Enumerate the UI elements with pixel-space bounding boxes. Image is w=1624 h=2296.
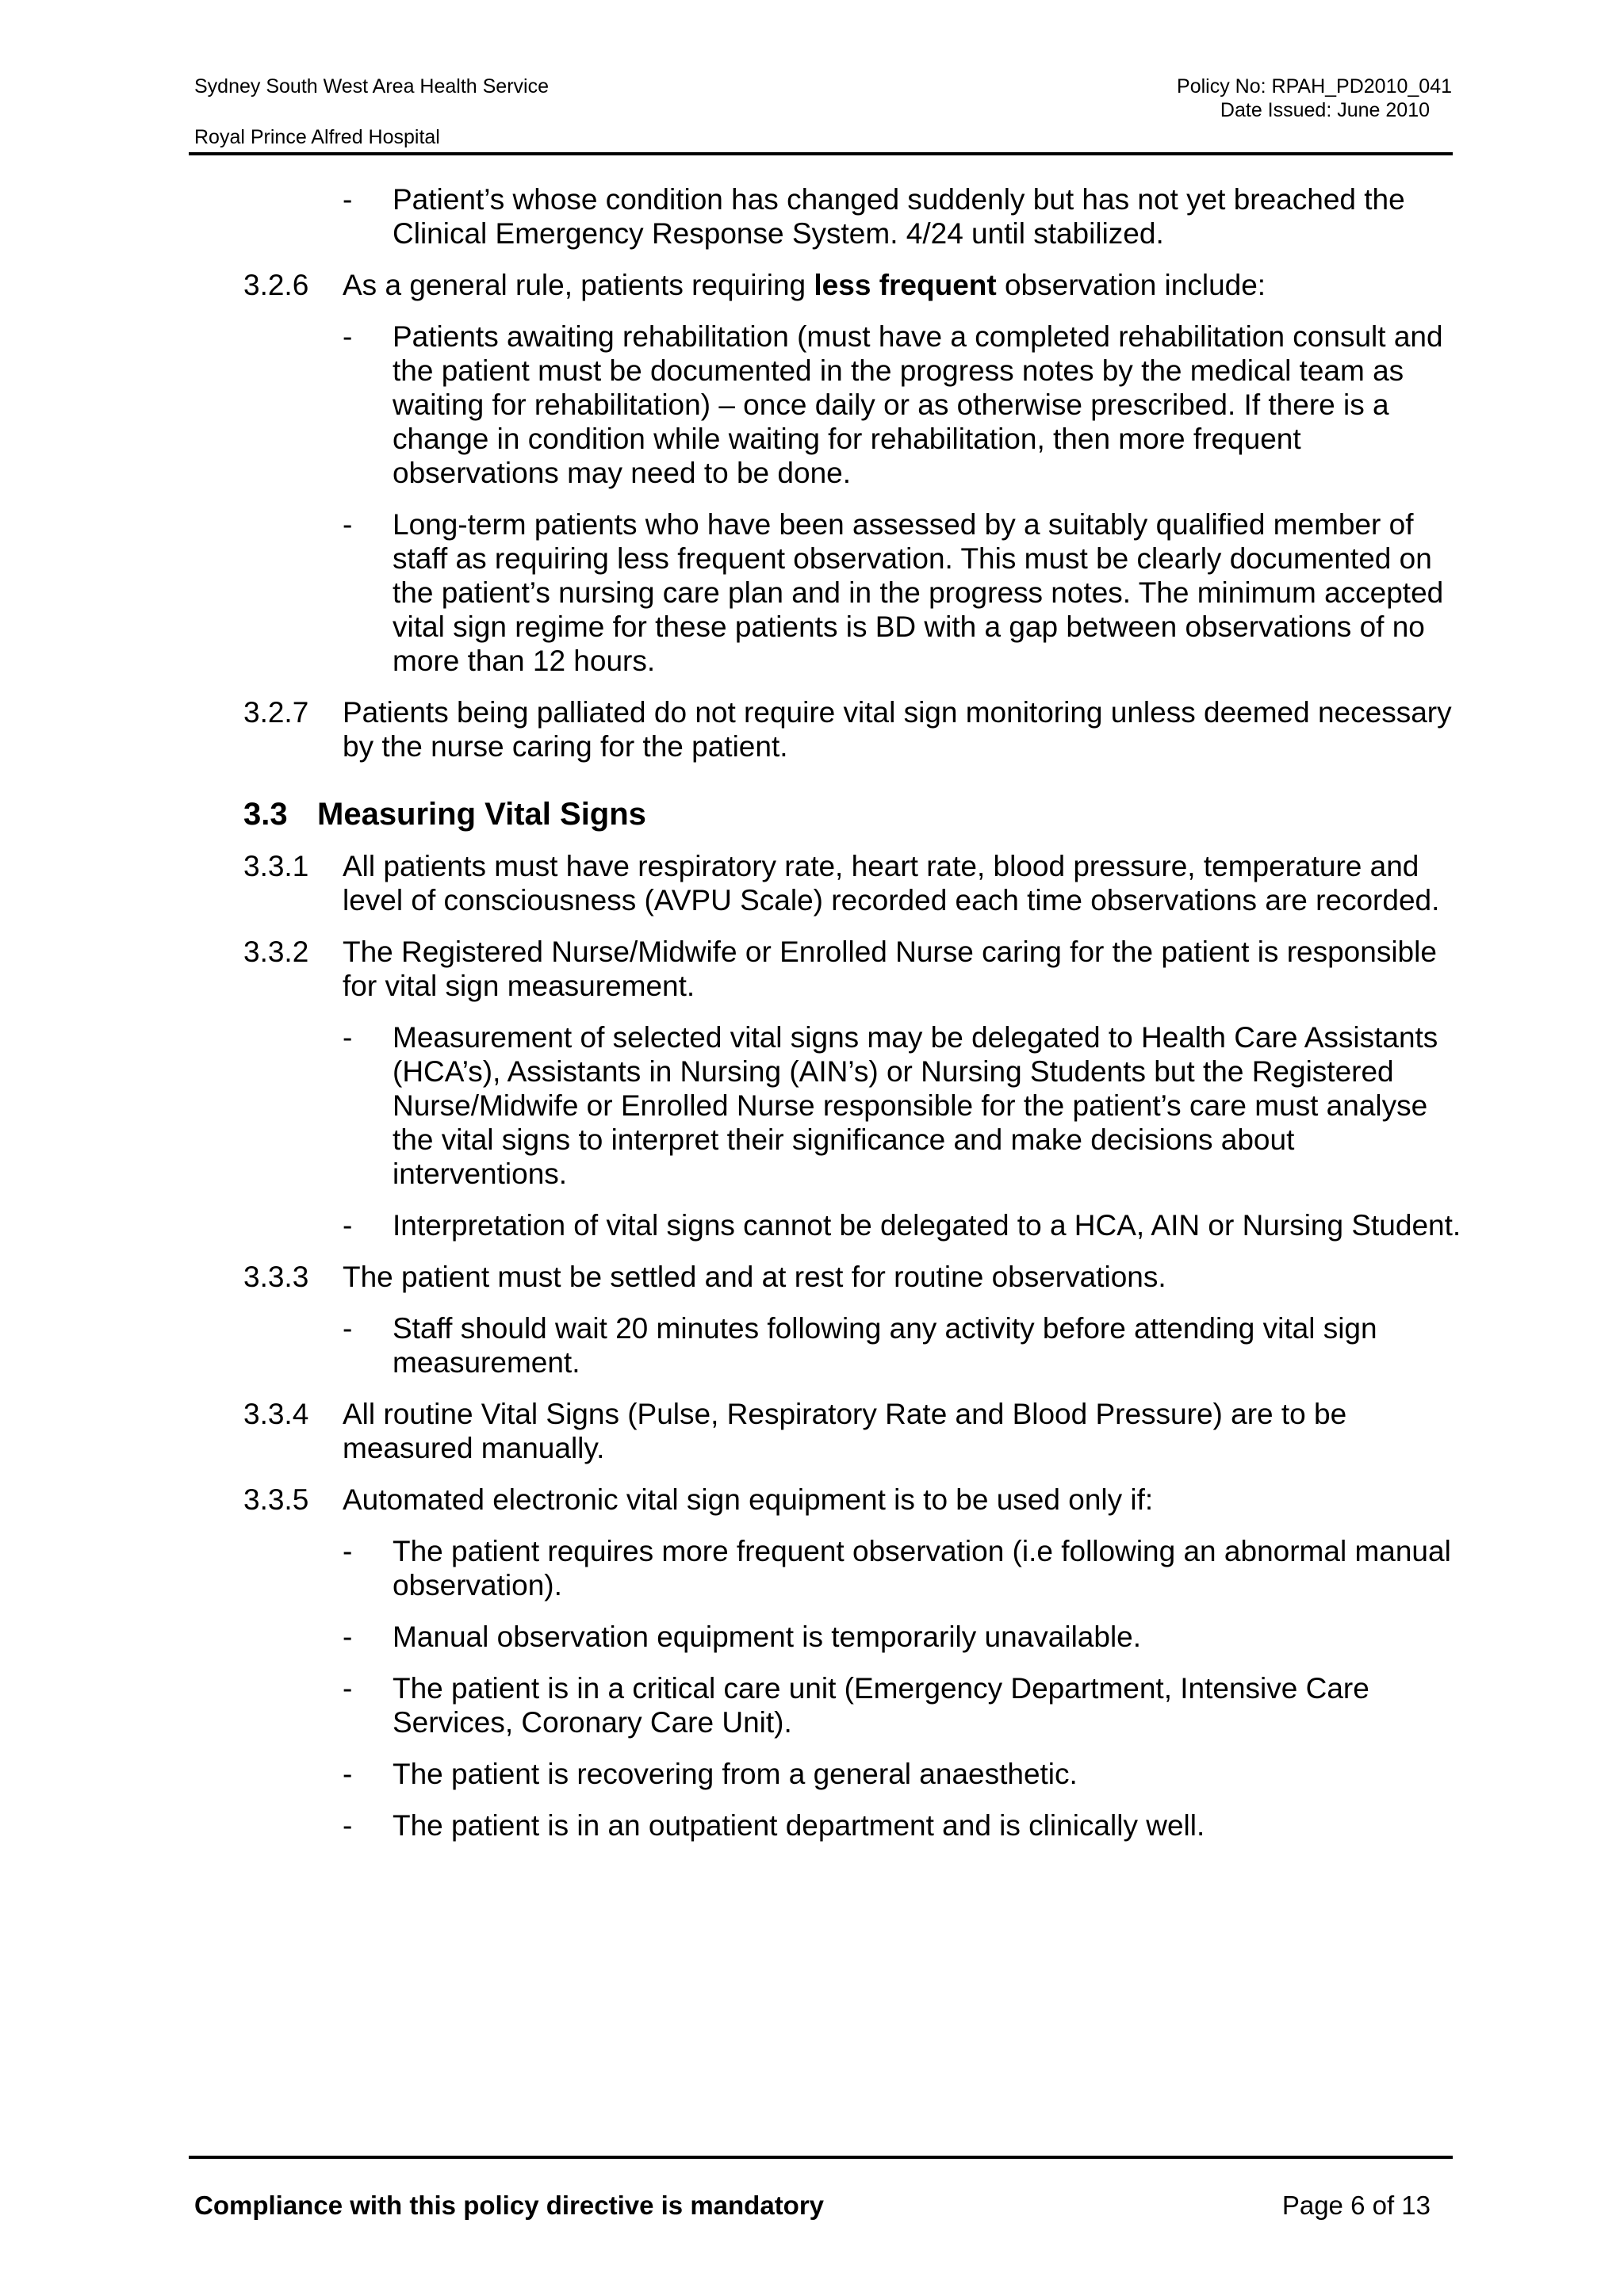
list-item [0,1620,1624,1654]
numbered-paragraph-3-3-4 [0,1397,1624,1465]
bullet-dash: - [343,183,353,216]
bullet-dash: - [343,1809,353,1842]
numbered-paragraph-3-3-2 [0,935,1624,1003]
section-heading-3-3 [0,795,1624,833]
section-number: 3.3 [243,797,288,832]
header-org: Sydney South West Area Health Service [194,75,549,98]
paragraph-number: 3.3.4 [243,1398,309,1430]
list-item-text: Interpretation of vital signs cannot be delegated to a HCA, AIN or Nursing Student. [393,1209,1461,1242]
paragraph-text: As a general rule, patients requiring [343,269,814,301]
paragraph-text: All routine Vital Signs (Pulse, Respiratory Rate and Blood Pressure) are to be measured manually. [343,1398,1347,1464]
bullet-dash: - [343,1209,353,1242]
list-item [0,1671,1624,1739]
list-item [0,1534,1624,1602]
list-item [0,1808,1624,1843]
numbered-paragraph-3-2-6 [0,268,1624,302]
paragraph-number: 3.3.5 [243,1483,309,1516]
list-item-text: Measurement of selected vital signs may be delegated to Health Care Assistants (HCA’s), Assistants in Nursing (AIN’s) or Nursing Students but the Registered Nurse/Midwife or Enrolled Nurse responsible for the patient’s care must analyse the vital signs to interpret their significance and make decisions about interventions. [393,1021,1438,1190]
paragraph-text: The Registered Nurse/Midwife or Enrolled Nurse caring for the patient is responsible for vital sign measurement. [343,936,1437,1002]
list-item [0,507,1624,678]
footer-divider [189,2156,1453,2159]
header-policy-number: Policy No: RPAH_PD2010_041 [1177,75,1452,98]
header-hospital: Royal Prince Alfred Hospital [194,126,440,148]
paragraph-text: Patients being palliated do not require vital sign monitoring unless deemed necessary by the nurse caring for the patient. [343,696,1452,763]
paragraph-number: 3.3.3 [243,1261,309,1293]
numbered-paragraph-3-3-1 [0,849,1624,917]
numbered-paragraph-3-3-5 [0,1483,1624,1517]
list-item-text: The patient requires more frequent observation (i.e following an abnormal manual observation). [393,1535,1451,1601]
paragraph-text: All patients must have respiratory rate, heart rate, blood pressure, temperature and level of consciousness (AVPU Scale) recorded each time observations are recorded. [343,850,1440,916]
numbered-paragraph-3-3-3 [0,1260,1624,1294]
footer-compliance: Compliance with this policy directive is mandatory [194,2191,825,2220]
paragraph-text: Automated electronic vital sign equipment is to be used only if: [343,1483,1154,1516]
bullet-dash: - [343,1312,353,1345]
list-item [0,1311,1624,1380]
list-item [0,320,1624,490]
paragraph-text: observation include: [996,269,1266,301]
numbered-paragraph-3-2-7 [0,695,1624,763]
list-item-text: Staff should wait 20 minutes following any activity before attending vital sign measurement. [393,1312,1377,1379]
bullet-dash: - [343,1021,353,1054]
paragraph-text: The patient must be settled and at rest for routine observations. [343,1261,1166,1293]
list-item [0,1208,1624,1242]
list-item-text: Long-term patients who have been assessed by a suitably qualified member of staff as requiring less frequent observation. This must be clearly documented on the patient’s nursing care plan and in the progress notes. The minimum accepted vital sign regime for these patients is BD with a gap between observations of no more than 12 hours. [393,508,1444,677]
document-body [0,182,1624,1860]
list-item [0,1757,1624,1791]
paragraph-number: 3.3.2 [243,936,309,968]
list-item-text: The patient is in a critical care unit (Emergency Department, Intensive Care Services, Coronary Care Unit). [393,1672,1369,1739]
bullet-dash: - [343,1621,353,1653]
bullet-dash: - [343,1535,353,1567]
paragraph-text-bold: less frequent [814,269,997,301]
list-item-text: The patient is recovering from a general anaesthetic. [393,1758,1078,1790]
paragraph-number: 3.2.7 [243,696,309,729]
list-item [0,1020,1624,1191]
bullet-dash: - [343,320,353,353]
header-policy-info [976,75,1452,122]
bullet-dash: - [343,508,353,541]
bullet-dash: - [343,1672,353,1705]
list-item [0,182,1624,251]
header-date-issued: Date Issued: June 2010 [1220,99,1430,121]
paragraph-number: 3.3.1 [243,850,309,882]
list-item-text: Manual observation equipment is temporarily unavailable. [393,1621,1142,1653]
bullet-dash: - [343,1758,353,1790]
section-title: Measuring Vital Signs [317,797,646,832]
list-item-text: The patient is in an outpatient department and is clinically well. [393,1809,1205,1842]
footer-page-number: Page 6 of 13 [1281,2191,1431,2220]
header-divider [189,152,1453,155]
list-item-text: Patient’s whose condition has changed suddenly but has not yet breached the Clinical Emergency Response System. 4/24 until stabilized. [393,183,1405,250]
paragraph-number: 3.2.6 [243,269,309,301]
list-item-text: Patients awaiting rehabilitation (must have a completed rehabilitation consult and the patient must be documented in the progress notes by the medical team as waiting for rehabilitation) – once daily or as otherwise prescribed. If there is a change in condition while waiting for rehabilitation, then more frequent observations may need to be done. [393,320,1443,489]
